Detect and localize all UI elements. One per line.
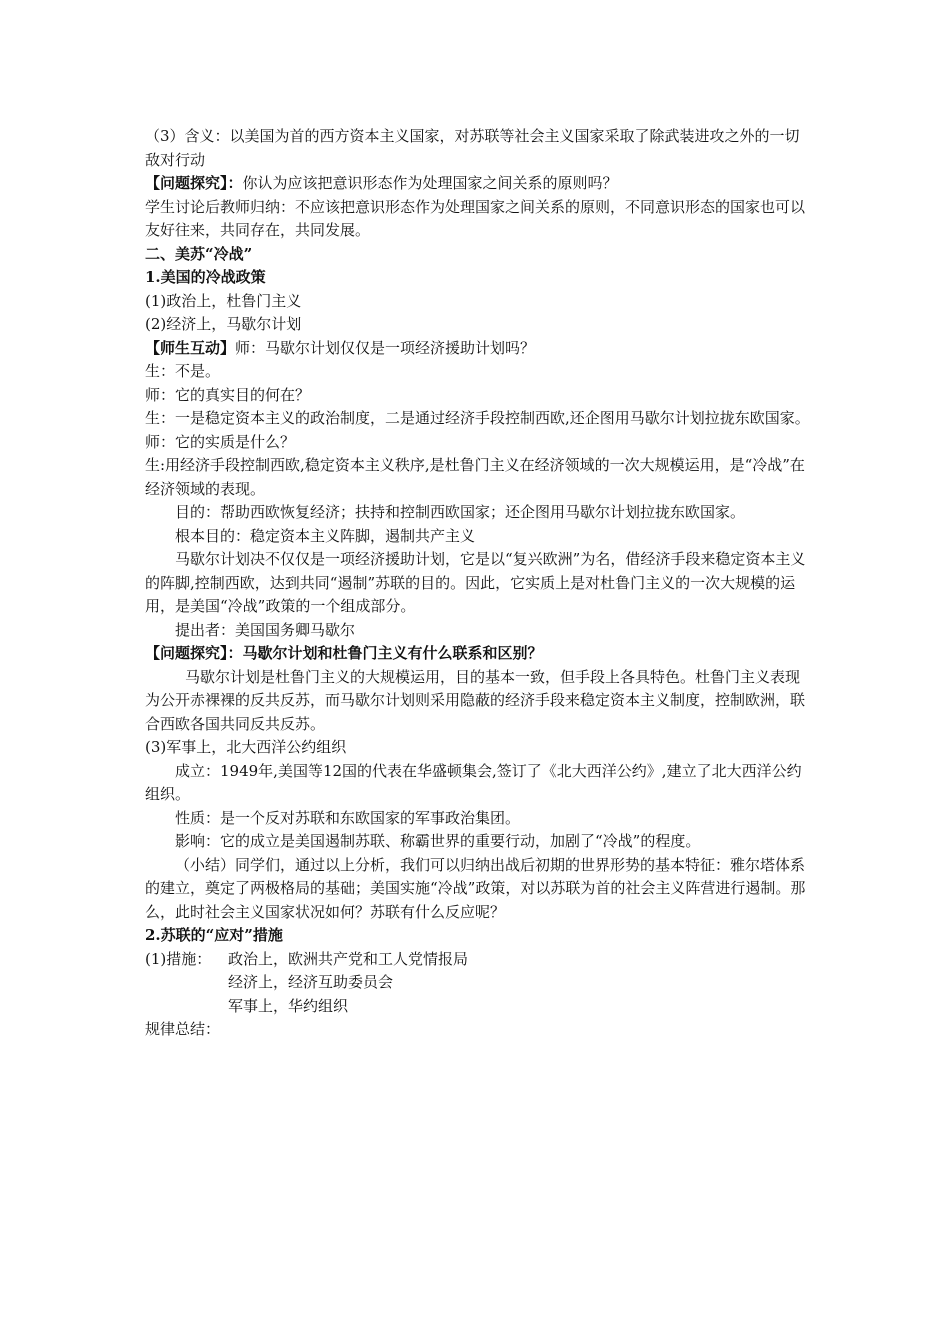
interaction-label: 【师生互动】 bbox=[145, 338, 236, 357]
dialogue-line: 师：它的实质是什么？ bbox=[145, 432, 296, 451]
dialogue-line: 生:用经济手段控制西欧,稳定资本主义秩序,是杜鲁门主义在经济领域的一次大规模运用，是“冷战”在经济领域的表现。 bbox=[145, 456, 805, 498]
dialogue-line: 生：不是。 bbox=[145, 362, 221, 380]
line-economic: (2)经济上，马歇尔计划 bbox=[145, 315, 302, 333]
measure-economic: 经济上，经济互助委员会 bbox=[228, 973, 394, 991]
measure-military: 军事上，华约组织 bbox=[228, 996, 349, 1015]
interaction-text: 师：马歇尔计划仅仅是一项经济援助计划吗？ bbox=[235, 338, 536, 357]
pattern-summary-label: 规律总结： bbox=[145, 1020, 221, 1038]
paragraph-nato-founding: 成立：1949年,美国等12国的代表在华盛顿集会,签订了《北大西洋公约》,建立了北大西洋公约组织。 bbox=[145, 761, 802, 803]
paragraph-purpose: 目的：帮助西欧恢复经济；扶持和控制西欧国家；还企图用马歇尔计划拉拢东欧国家。 bbox=[175, 503, 746, 521]
line-military: (3)军事上，北大西洋公约组织 bbox=[145, 738, 347, 756]
subheading-soviet-response: 2.苏联的“应对”措施 bbox=[145, 926, 283, 944]
dialogue-line: 生：一是稳定资本主义的政治制度，二是通过经济手段控制西欧,还企图用马歇尔计划拉拢东欧国家。 bbox=[145, 409, 810, 427]
measures-label: (1)措施： bbox=[145, 949, 212, 968]
paragraph-nato-nature: 性质：是一个反对苏联和东欧国家的军事政治集团。 bbox=[175, 808, 521, 827]
dialogue-line: 师：它的真实目的何在？ bbox=[145, 385, 311, 404]
measure-political: 政治上，欧洲共产党和工人党情报局 bbox=[228, 949, 469, 968]
paragraph-conclusion: （小结）同学们，通过以上分析，我们可以归纳出战后初期的世界形势的基本特征：雅尔塔体系的建立，奠定了两极格局的基础；美国实施“冷战”政策，对以苏联为首的社会主义阵营进行遏制。那么，此时社会主义国家状况如何？苏联有什么反应呢？ bbox=[145, 855, 806, 921]
paragraph-fundamental-purpose: 根本目的：稳定资本主义阵脚，遏制共产主义 bbox=[175, 526, 476, 545]
subheading-us-policy: 1.美国的冷战政策 bbox=[145, 268, 266, 286]
question-explore-1 bbox=[145, 172, 813, 196]
question-text: 你认为应该把意识形态作为处理国家之间关系的原则吗？ bbox=[242, 174, 618, 192]
paragraph-proposer: 提出者：美国国务卿马歇尔 bbox=[175, 620, 356, 639]
line-political: (1)政治上，杜鲁门主义 bbox=[145, 291, 302, 310]
question-label: 【问题探究】： bbox=[145, 174, 243, 192]
teacher-student-interaction bbox=[145, 337, 813, 361]
paragraph-comparison: 马歇尔计划是杜鲁门主义的大规模运用，目的基本一致，但手段上各具特色。杜鲁门主义表现为公开赤裸裸的反共反苏，而马歇尔计划则采用隐蔽的经济手段来稳定资本主义制度，控制欧洲，联合西欧各国共同反共反苏。 bbox=[145, 667, 806, 733]
paragraph-marshall-plan: 马歇尔计划决不仅仅是一项经济援助计划，它是以“复兴欧洲”为名，借经济手段来稳定资本主义的阵脚,控制西欧，达到共同“遏制”苏联的目的。因此，它实质上是对杜鲁门主义的一次大规模的运用，是美国“冷战”政策的一个组成部分。 bbox=[145, 550, 806, 615]
paragraph-meaning: （3）含义：以美国为首的西方资本主义国家，对苏联等社会主义国家采取了除武装进攻之外的一切敌对行动 bbox=[145, 127, 800, 169]
measures-row bbox=[145, 948, 813, 972]
paragraph-summary: 学生讨论后教师归纳：不应该把意识形态作为处理国家之间关系的原则，不同意识形态的国家也可以友好往来，共同存在，共同发展。 bbox=[145, 197, 806, 239]
document-body bbox=[145, 125, 813, 1042]
section-heading-cold-war: 二、美苏“冷战” bbox=[145, 244, 253, 263]
paragraph-nato-impact: 影响：它的成立是美国遏制苏联、称霸世界的重要行动，加剧了“冷战”的程度。 bbox=[175, 832, 701, 850]
question-explore-2: 【问题探究】：马歇尔计划和杜鲁门主义有什么联系和区别？ bbox=[145, 644, 543, 662]
